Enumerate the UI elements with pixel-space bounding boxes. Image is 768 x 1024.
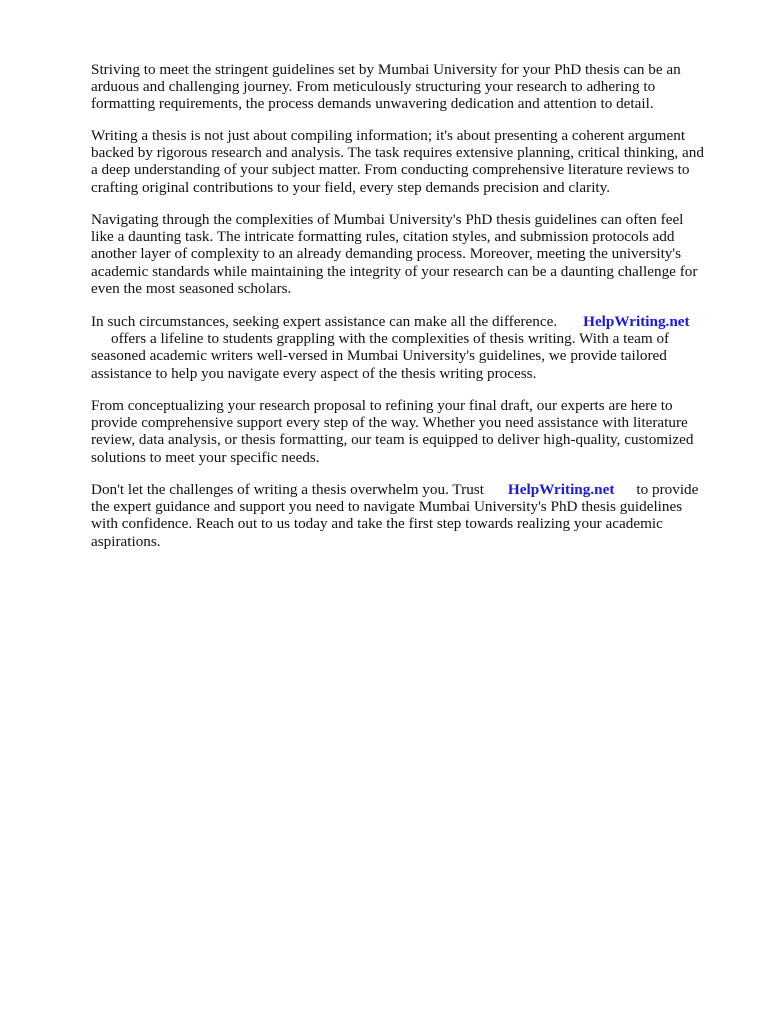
paragraph-navigating (91, 211, 731, 297)
text-line: assistance to help you navigate every aspect of the thesis writing process. (91, 364, 537, 382)
text-line: another layer of complexity to an already demanding process. Moreover, meeting the university's (91, 245, 682, 263)
text-line: crafting original contributions to your field, every step demands precision and clarity. (91, 178, 611, 196)
text-line: offers a lifeline to students grappling with the complexities of thesis writing. With a team of (111, 330, 670, 348)
text-line: aspirations. (91, 532, 161, 550)
text-line (91, 313, 731, 330)
paragraph-support (91, 397, 731, 466)
text-line: a deep understanding of your subject matter. From conducting comprehensive literature reviews to (91, 161, 690, 179)
text-line (91, 481, 731, 498)
text-line: arduous and challenging journey. From meticulously structuring your research to adhering to (91, 78, 656, 96)
text-segment: Don't let the challenges of writing a thesis overwhelm you. Trust (91, 481, 484, 498)
text-line: academic standards while maintaining the integrity of your research can be a daunting challenge for (91, 262, 698, 280)
text-line: backed by rigorous research and analysis. The task requires extensive planning, critical thinking, and (91, 144, 704, 162)
text-segment: In such circumstances, seeking expert assistance can make all the difference. (91, 313, 558, 330)
text-line: like a daunting task. The intricate formatting rules, citation styles, and submission protocols add (91, 228, 675, 246)
text-line: Navigating through the complexities of Mumbai University's PhD thesis guidelines can often feel (91, 211, 684, 228)
paragraph-call-to-action (91, 481, 731, 550)
text-line: the expert guidance and support you need to navigate Mumbai University's PhD thesis guidelines (91, 498, 683, 516)
text-line: solutions to meet your specific needs. (91, 448, 320, 466)
text-line: From conceptualizing your research proposal to refining your final draft, our experts are here to (91, 397, 673, 414)
paragraph-intro (91, 61, 731, 113)
text-line: with confidence. Reach out to us today and take the first step towards realizing your academic (91, 515, 663, 533)
text-line: review, data analysis, or thesis formatting, our team is equipped to deliver high-quality, customized (91, 431, 694, 449)
text-segment: to provide (636, 481, 699, 498)
text-line: Striving to meet the stringent guidelines set by Mumbai University for your PhD thesis can be an (91, 61, 681, 78)
paragraph-expert-assistance (91, 313, 731, 382)
text-line: Writing a thesis is not just about compiling information; it's about presenting a coherent argument (91, 127, 686, 144)
text-line: even the most seasoned scholars. (91, 279, 292, 297)
text-line: formatting requirements, the process demands unwavering dedication and attention to detail. (91, 95, 654, 113)
paragraph-writing-thesis (91, 127, 731, 196)
helpwriting-link[interactable]: HelpWriting.net (583, 313, 690, 330)
text-line: provide comprehensive support every step of the way. Whether you need assistance with literature (91, 414, 688, 432)
text-line: seasoned academic writers well-versed in Mumbai University's guidelines, we provide tailored (91, 347, 667, 365)
helpwriting-link[interactable]: HelpWriting.net (507, 481, 615, 498)
